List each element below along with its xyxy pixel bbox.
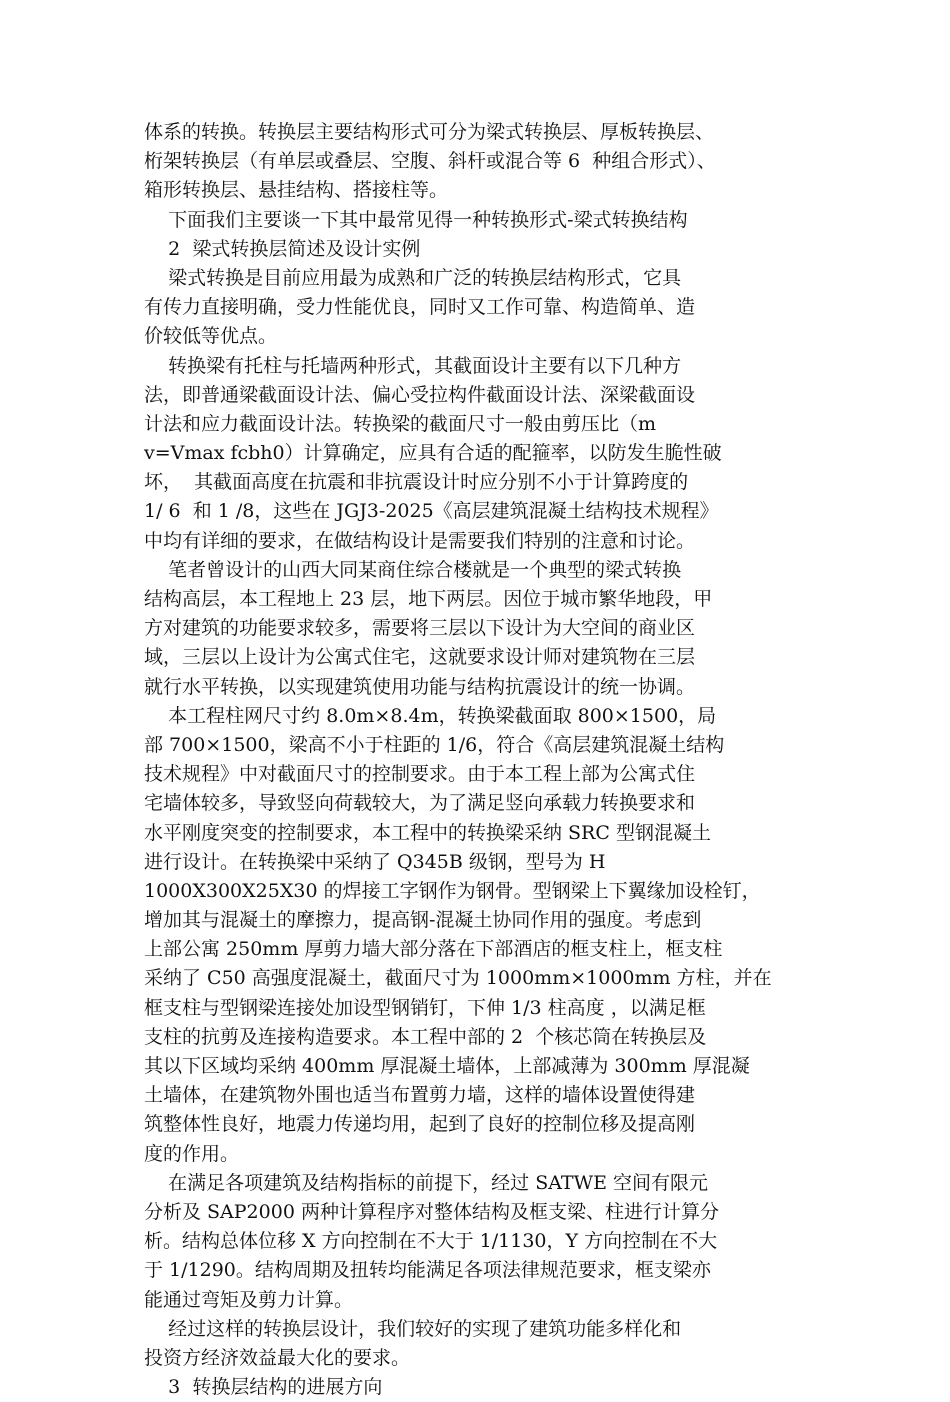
text-line: 结构高层，本工程地上 23 层，地下两层。因位于城市繁华地段，甲 [144,588,713,610]
text-line: 上部公寓 250mm 厚剪力墙大部分落在下部酒店的框支柱上，框支柱 [144,938,723,961]
text-line: 梁式转换是目前应用最为成熟和广泛的转换层结构形式，它具 [144,266,682,289]
text-line: 经过这样的转换层设计，我们较好的实现了建筑功能多样化和 [144,1317,682,1340]
text-line: 1/ 6 和 1 /8，这些在 JGJ3-2025《高层建筑混凝土结构技术规程》 [144,500,719,523]
text-line: 箱形转换层、悬挂结构、搭接柱等。 [144,179,449,202]
text-line: 法，即普通梁截面设计法、偏心受拉构件截面设计法、深梁截面设 [144,383,696,406]
text-line: 技术规程》中对截面尺寸的控制要求。由于本工程上部为公寓式住 [144,763,696,786]
text-line: 进行设计。在转换梁中采纳了 Q345B 级钢，型号为 H [144,850,606,873]
text-line: 桁架转换层（有单层或叠层、空腹、斜杆或混合等 6 种组合形式）、 [144,150,716,173]
text-line: 域，三层以上设计为公寓式住宅，这就要求设计师对建筑物在三层 [144,646,696,669]
text-line: 筑整体性良好，地震力传递均用，起到了良好的控制位移及提高刚 [144,1113,696,1136]
text-line: 框支柱与型钢梁连接处加设型钢销钉，下伸 1/3 柱高度 ，以满足框 [144,996,706,1019]
text-line: 在满足各项建筑及结构指标的前提下，经过 SATWE 空间有限元 [144,1171,709,1194]
text-line: 笔者曾设计的山西大同某商住综合楼就是一个典型的梁式转换 [144,558,682,581]
text-line: 分析及 SAP2000 两种计算程序对整体结构及框支梁、柱进行计算分 [144,1200,719,1223]
body-text [144,118,812,1402]
text-line: 析。结构总体位移 X 方向控制在不大于 1/1130，Y 方向控制在不大 [144,1230,718,1253]
section-heading: 3 转换层结构的进展方向 [144,1376,383,1399]
text-line: 宅墙体较多，导致竖向荷载较大，为了满足竖向承载力转换要求和 [144,792,696,815]
text-line: 转换梁有托柱与托墙两种形式，其截面设计主要有以下几种方 [144,354,682,377]
text-line: 支柱的抗剪及连接构造要求。本工程中部的 2 个核芯筒在转换层及 [144,1025,707,1048]
text-line: 度的作用。 [144,1142,240,1165]
text-line: 坏， 其截面高度在抗震和非抗震设计时应分别不小于计算跨度的 [144,471,689,494]
text-line: 1000X300X25X30 的焊接工字钢作为钢骨。型钢梁上下翼缘加设栓钉， [144,879,761,902]
text-line: 下面我们主要谈一下其中最常见得一种转换形式-梁式转换结构 [144,208,688,231]
text-line: 有传力直接明确，受力性能优良，同时又工作可靠、构造简单、造 [144,296,696,319]
text-line: 中均有详细的要求，在做结构设计是需要我们特别的注意和讨论。 [144,529,696,552]
text-line: v=Vmax fcbh0）计算确定，应具有合适的配箍率，以防发生脆性破 [144,442,722,465]
text-line: 本工程柱网尺寸约 8.0m×8.4m，转换梁截面取 800×1500，局 [144,704,717,727]
text-line: 方对建筑的功能要求较多，需要将三层以下设计为大空间的商业区 [144,617,696,640]
section-heading: 2 梁式转换层简述及设计实例 [144,237,421,260]
text-line: 部 700×1500，梁高不小于柱距的 1/6，符合《高层建筑混凝土结构 [144,733,725,756]
text-line: 水平刚度突变的控制要求，本工程中的转换梁采纳 SRC 型钢混凝土 [144,821,711,844]
text-line: 采纳了 C50 高强度混凝土，截面尺寸为 1000mm×1000mm 方柱，并在 [144,967,772,990]
text-line: 于 1/1290。结构周期及扭转均能满足各项法律规范要求，框支梁亦 [144,1259,711,1282]
text-line: 就行水平转换，以实现建筑使用功能与结构抗震设计的统一协调。 [144,675,696,698]
text-line: 计法和应力截面设计法。转换梁的截面尺寸一般由剪压比（m [144,412,657,435]
text-line: 土墙体，在建筑物外围也适当布置剪力墙，这样的墙体设置使得建 [144,1084,696,1107]
text-line: 其以下区域均采纳 400mm 厚混凝土墙体，上部减薄为 300mm 厚混凝 [144,1055,750,1077]
text-line: 增加其与混凝土的摩擦力，提高钢-混凝土协同作用的强度。考虑到 [144,909,702,932]
text-line: 能通过弯矩及剪力计算。 [144,1288,354,1311]
text-line: 价较低等优点。 [144,325,278,348]
text-line: 投资方经济效益最大化的要求。 [144,1346,411,1369]
text-line: 体系的转换。转换层主要结构形式可分为梁式转换层、厚板转换层、 [144,121,715,143]
